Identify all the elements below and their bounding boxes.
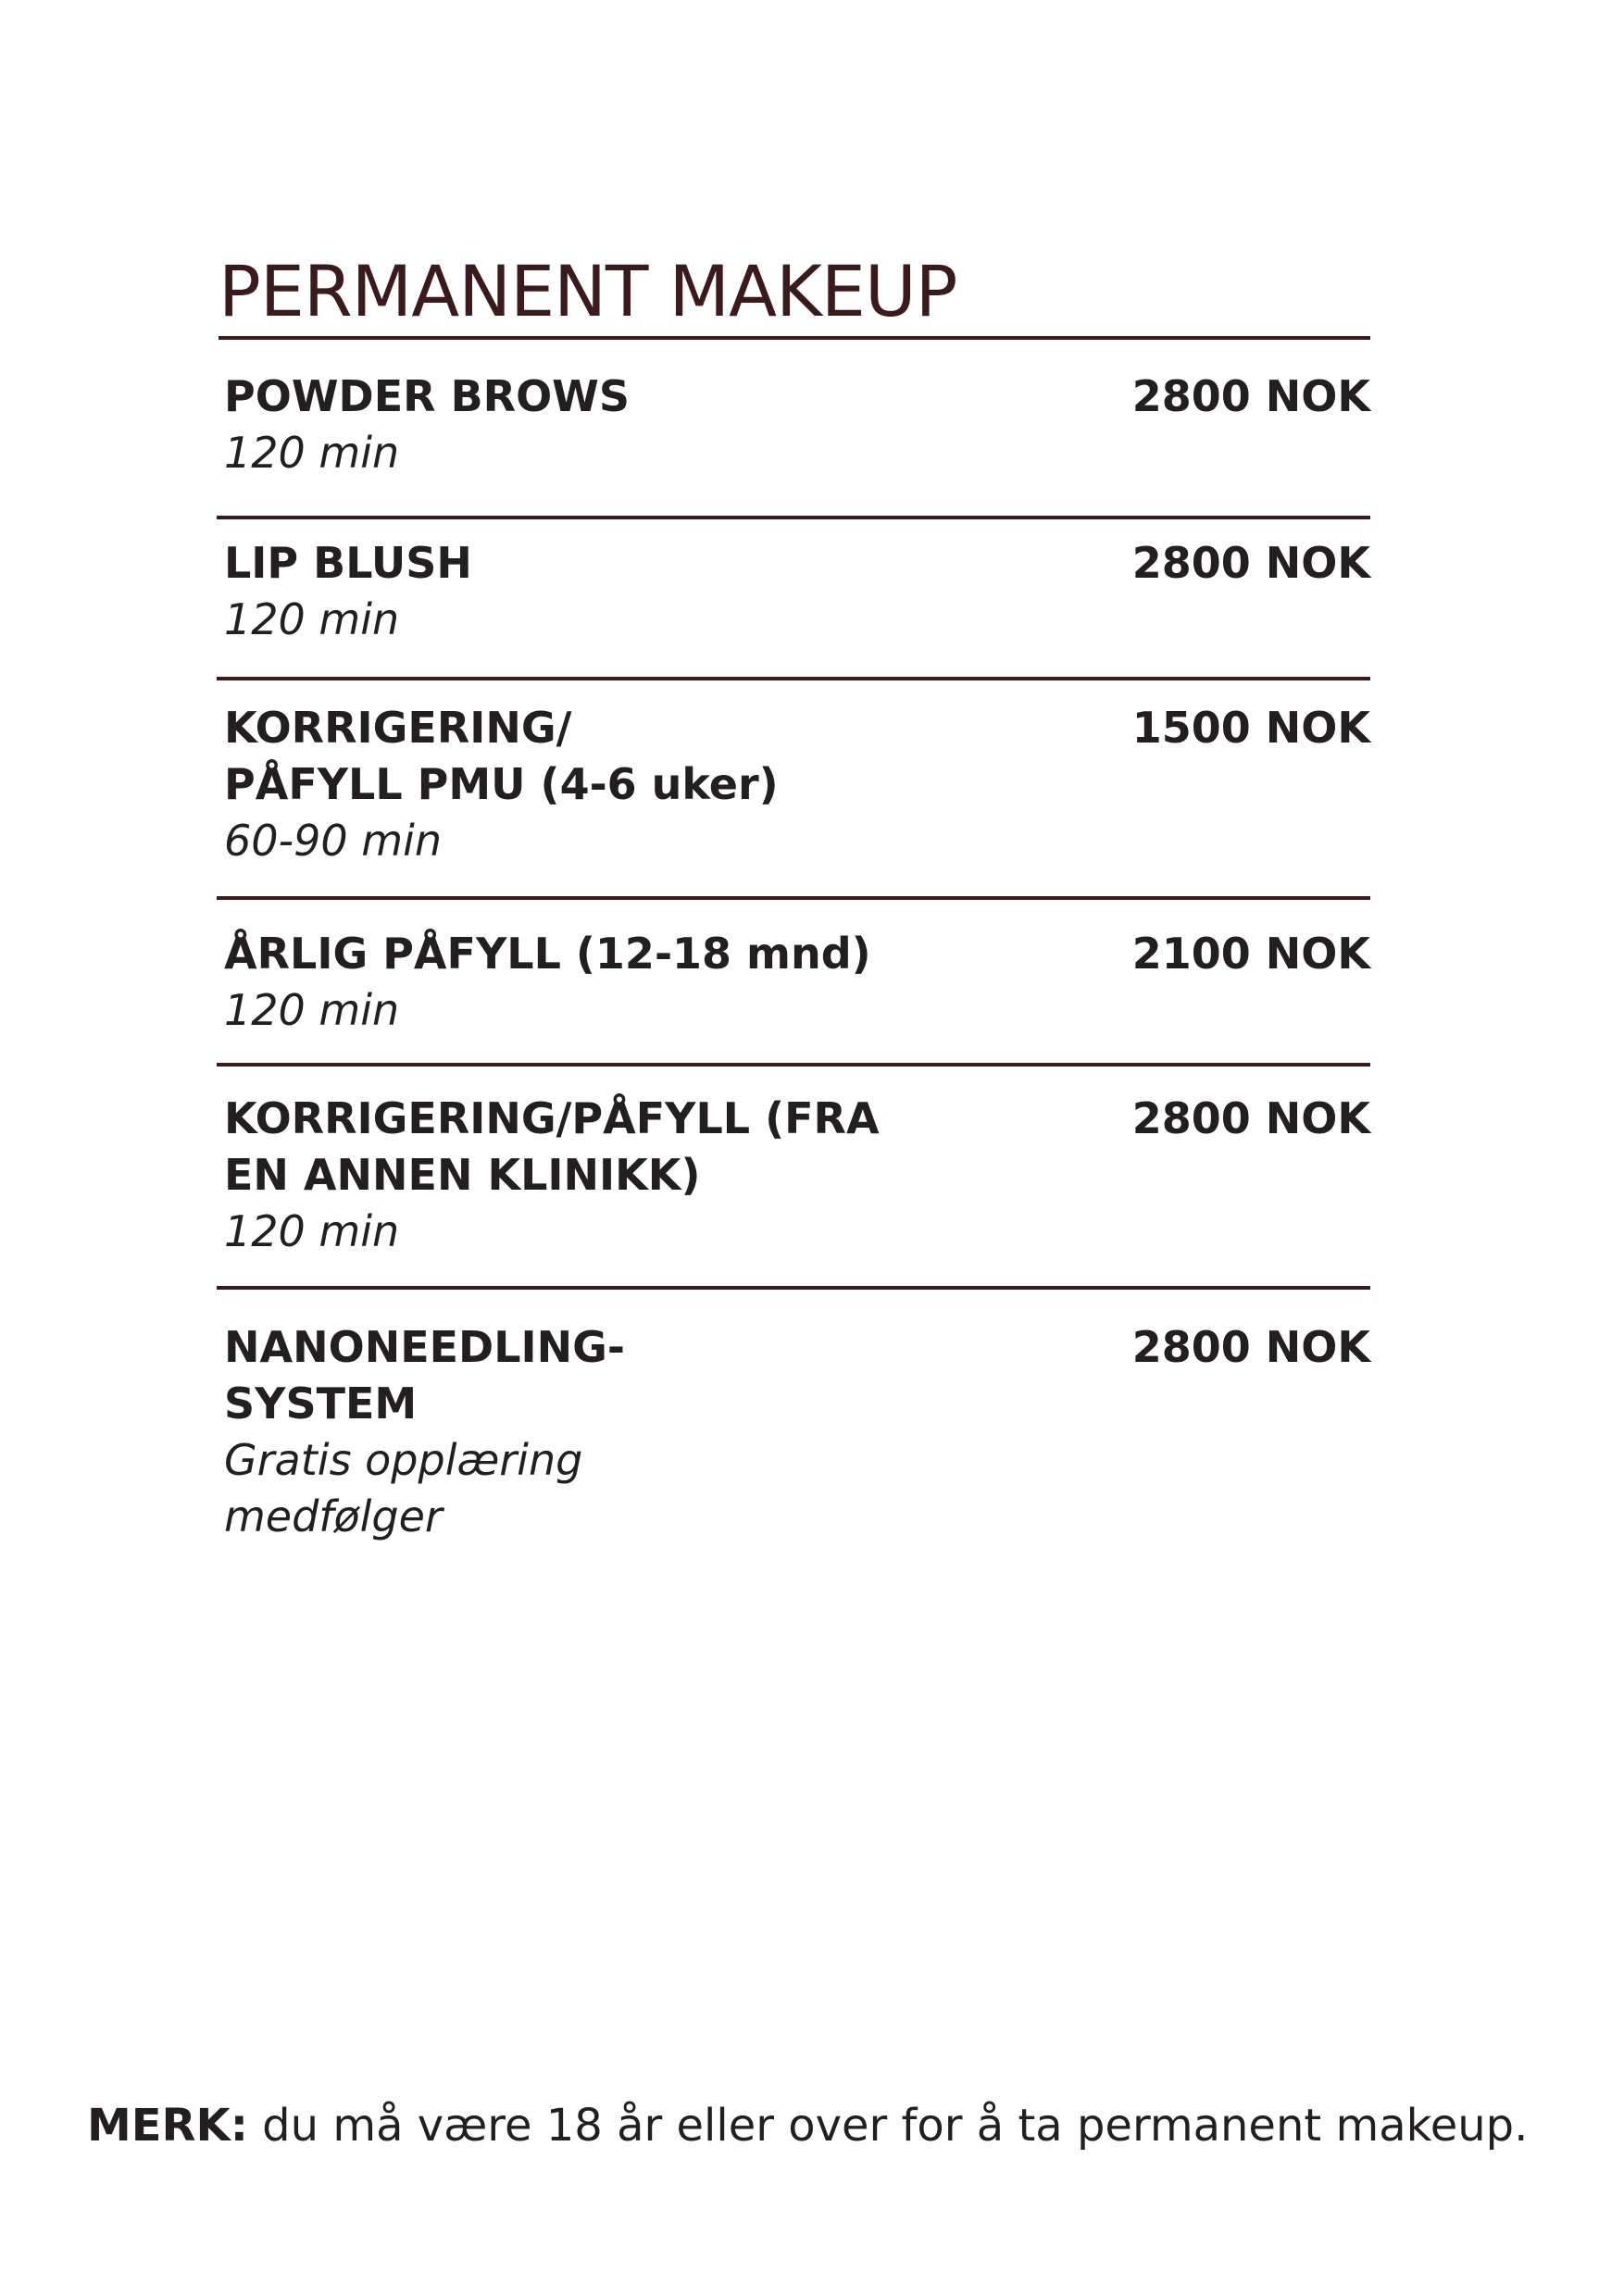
service-name-line: EN ANNEN KLINIKK): [224, 1150, 701, 1200]
service-name-line: KORRIGERING/PÅFYLL (FRA: [224, 1093, 880, 1143]
service-price: 2800 NOK: [1131, 1093, 1370, 1143]
service-duration-line: 120 min: [224, 1206, 400, 1256]
service-price: 2800 NOK: [1131, 1322, 1370, 1372]
service-name: [224, 1319, 625, 1432]
service-description: [224, 1432, 582, 1545]
service-name: [224, 535, 472, 592]
service-description-line: medfølger: [224, 1491, 443, 1541]
age-note: [87, 2100, 1528, 2152]
service-name-line: LIP BLUSH: [224, 538, 472, 588]
note-text: du må være 18 år eller over for å ta permanent makeup.: [247, 2100, 1529, 2152]
item-divider: [217, 1286, 1370, 1290]
service-duration-line: 120 min: [224, 985, 400, 1035]
service-name: [224, 368, 630, 425]
service-name-line: KORRIGERING/: [224, 703, 572, 753]
service-duration-line: 60-90 min: [224, 816, 443, 866]
service-name: [224, 1091, 880, 1204]
service-duration-line: 120 min: [224, 594, 400, 644]
service-name-line: ÅRLIG PÅFYLL (12-18 mnd): [224, 929, 871, 979]
page-title: PERMANENT MAKEUP: [219, 250, 957, 332]
service-duration: [224, 1204, 399, 1260]
service-price: 2800 NOK: [1131, 371, 1370, 421]
service-description-line: Gratis opplæring: [224, 1435, 583, 1485]
item-divider: [217, 516, 1370, 519]
service-name-line: NANONEEDLING-: [224, 1322, 626, 1372]
item-divider: [217, 1063, 1370, 1067]
item-divider: [217, 896, 1370, 900]
service-name: [224, 700, 779, 813]
service-price: 2100 NOK: [1131, 929, 1370, 979]
service-duration: [224, 813, 442, 869]
item-divider: [217, 677, 1370, 680]
service-name: [224, 926, 871, 982]
service-name-line: PÅFYLL PMU (4-6 uker): [224, 759, 779, 809]
service-price: 2800 NOK: [1131, 538, 1370, 588]
service-duration: [224, 982, 399, 1039]
service-name-line: SYSTEM: [224, 1379, 418, 1429]
note-label: MERK:: [87, 2100, 248, 2152]
service-price: 1500 NOK: [1131, 703, 1370, 753]
service-duration-line: 120 min: [224, 428, 400, 478]
service-duration: [224, 425, 399, 481]
service-name-line: POWDER BROWS: [224, 371, 631, 421]
service-duration: [224, 592, 399, 648]
title-divider: [219, 336, 1370, 340]
